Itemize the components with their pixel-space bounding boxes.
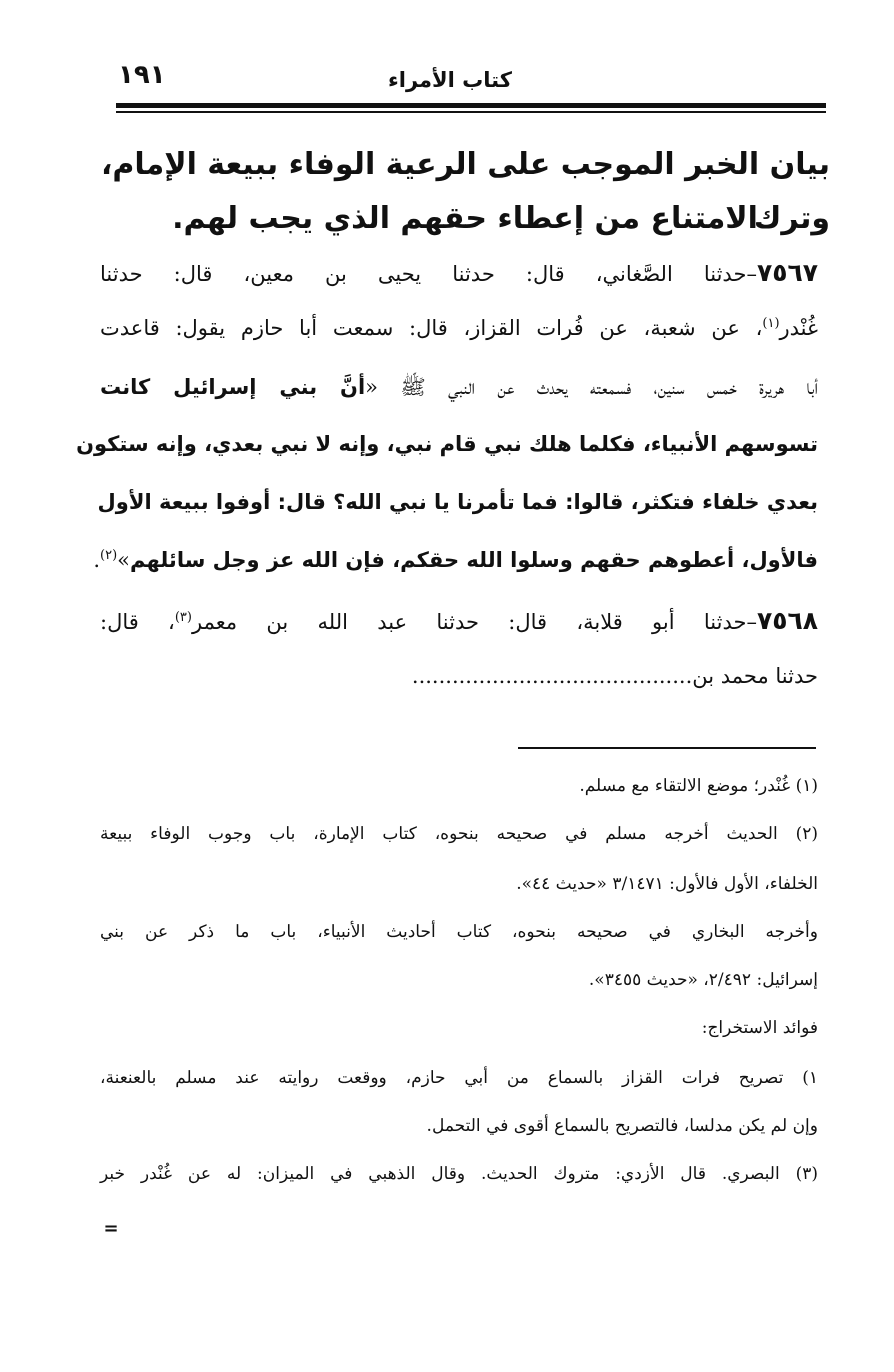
footnote-separator <box>518 747 816 749</box>
footnote-2-line-4 <box>100 970 818 990</box>
hadith-matn: فالأول، أعطوهم حقهم وسلوا الله حقكم، فإن الله عز وجل سائلهم <box>130 548 818 572</box>
hadith-7568-line-2 <box>100 664 818 688</box>
hadith-7567-line-6 <box>93 548 818 572</box>
hadith-text: –حدثنا الصَّغاني، قال: حدثنا يحيى بن معين، قال: حدثنا <box>100 262 757 286</box>
benefit-1-line-2 <box>100 1116 818 1136</box>
footnote-text: غُنْدر؛ موضع الالتقاء مع مسلم. <box>579 776 791 796</box>
footnote-text: فوائد الاستخراج: <box>701 1018 818 1038</box>
continuation-mark: = <box>103 1218 119 1239</box>
hadith-7568-line-1 <box>100 606 818 635</box>
footnote-text: وأخرجه البخاري في صحيحه بنحوه، كتاب أحاديث الأنبياء، باب ما ذكر عن بني <box>100 922 818 942</box>
hadith-7567-line-1 <box>100 258 818 287</box>
benefit-1-line-1 <box>100 1068 818 1088</box>
hadith-matn: أنَّ بني إسرائيل كانت <box>100 375 366 399</box>
footnote-2-line-1 <box>100 824 818 844</box>
footnote-3 <box>100 1164 818 1184</box>
hadith-number: ٧٥٦٧ <box>756 258 818 287</box>
footnote-1 <box>100 776 818 796</box>
footnote-text: الحديث أخرجه مسلم في صحيحه بنحوه، كتاب الإمارة، باب وجوب الوفاء ببيعة <box>100 824 778 844</box>
footnote-text: البصري. قال الأزدي: متروك الحديث. وقال الذهبي في الميزان: له عن غُنْدر خبر <box>100 1164 780 1184</box>
footnote-marker: (٢) <box>795 824 818 844</box>
footnote-text: إسرائيل: ٢/٤٩٢، «حديث ٣٤٥٥». <box>588 970 818 990</box>
full-stop: . <box>93 548 101 572</box>
footnote-ref: (١) <box>762 316 780 331</box>
hadith-7567-line-5 <box>97 490 818 514</box>
hadith-matn: تسوسهم الأنبياء، فكلما هلك نبي قام نبي، وإنه لا نبي بعدي، وإنه ستكون <box>76 432 818 456</box>
footnote-ref: (٢) <box>100 548 118 563</box>
hadith-text: حدثنا محمد بن.......................................... <box>411 664 818 688</box>
chapter-heading-line-1: بيان الخبر الموجب على الرعية الوفاء ببيعة الإمام، وترك <box>101 147 830 236</box>
footnote-2-line-2 <box>100 874 818 894</box>
chapter-heading-line-2: الامتناع من إعطاء حقهم الذي يجب لهم. <box>172 201 758 236</box>
hadith-text: أبا هريرة خمس سنين، فسمعته يحدث عن النبي ﷺ « <box>365 375 818 399</box>
header-rule-thick <box>116 103 826 108</box>
hadith-7567-line-3 <box>100 374 818 405</box>
footnote-marker: (١) <box>795 776 818 796</box>
narrator-name: غُنْدر <box>779 316 818 340</box>
hadith-7567-line-4 <box>76 432 818 456</box>
footnote-marker: (٣) <box>795 1164 818 1184</box>
running-header-title: كتاب الأمراء <box>388 68 512 92</box>
footnote-text: الخلفاء، الأول فالأول: ٣/١٤٧١ «حديث ٤٤». <box>516 874 818 894</box>
footnote-text: وإن لم يكن مدلسا، فالتصريح بالسماع أقوى في التحمل. <box>426 1116 818 1136</box>
footnote-2-line-3 <box>100 922 818 942</box>
hadith-number: ٧٥٦٨ <box>756 606 818 635</box>
page-number: ١٩١ <box>118 60 166 90</box>
header-rule-thin <box>116 111 826 113</box>
hadith-text: ، عن شعبة، عن فُرات القزاز، قال: سمعت أبا حازم يقول: قاعدت <box>100 316 763 340</box>
hadith-matn: بعدي خلفاء فتكثر، قالوا: فما تأمرنا يا نبي الله؟ قال: أوفوا ببيعة الأول <box>97 490 818 514</box>
hadith-text: ، قال: <box>100 610 175 634</box>
footnote-ref: (٣) <box>174 610 192 625</box>
footnote-text: ١) تصريح فرات القزاز بالسماع من أبي حازم، ووقعت روايته عند مسلم بالعنعنة، <box>100 1068 818 1088</box>
closing-quote: » <box>117 548 131 572</box>
benefits-title <box>100 1018 818 1038</box>
hadith-text: –حدثنا أبو قلابة، قال: حدثنا عبد الله بن معمر <box>191 610 757 634</box>
hadith-7567-line-2 <box>100 316 818 340</box>
